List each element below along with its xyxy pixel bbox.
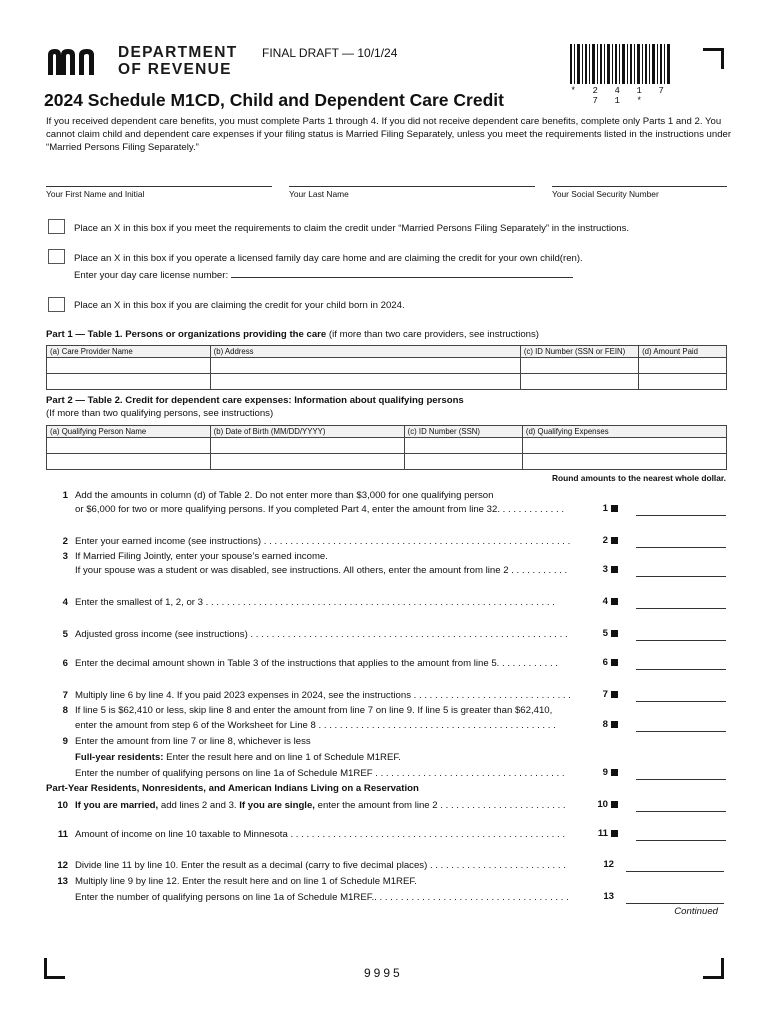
license-row	[74, 267, 573, 284]
line-8: 8 If line 5 is $62,410 or less, skip line 8 and enter the amount from line 7 on line 9. If line 5 is greater than $62,410,	[62, 705, 553, 716]
line-10-input[interactable]	[636, 799, 726, 812]
line-9-input[interactable]	[636, 767, 726, 780]
table-cell[interactable]	[47, 454, 211, 470]
born-2024-checkbox-label: Place an X in this box if you are claiming the credit for your child born in 2024.	[74, 300, 405, 311]
table-cell[interactable]	[47, 358, 211, 374]
line-2-box: 2	[584, 535, 618, 546]
table-cell[interactable]	[404, 438, 522, 454]
line-13-box: 13	[603, 891, 614, 902]
table-cell[interactable]	[522, 454, 726, 470]
line-9: 9 Enter the amount from line 7 or line 8, whichever is less	[62, 736, 311, 747]
continued-label: Continued	[674, 906, 718, 917]
table-cell[interactable]	[520, 374, 638, 390]
col-header: (a) Qualifying Person Name	[47, 426, 211, 438]
mn-logo-icon	[46, 47, 108, 75]
line-5-input[interactable]	[636, 628, 726, 641]
col-header: (c) ID Number (SSN or FEIN)	[520, 346, 638, 358]
line-9-text: Enter the number of qualifying persons on line 1a of Schedule M1REF . . . . . . . . . . . . . . . . . . . . . . . . . . . . . . . . . . . .	[75, 768, 565, 779]
col-header: (a) Care Provider Name	[47, 346, 211, 358]
round-note: Round amounts to the nearest whole dollar.	[551, 473, 726, 483]
ssn-field[interactable]: Your Social Security Number	[552, 186, 727, 199]
line-12: 12 Divide line 11 by line 10. Enter the result as a decimal (carry to five decimal places) . . . . . . . . . . . . . . . . . . . . . . . . . .	[57, 860, 566, 871]
line-5: 5 Adjusted gross income (see instructions) . . . . . . . . . . . . . . . . . . . . . . . . . . . . . . . . . . . . . . . . . . . . . . . . . . . . . . . . . . . .	[62, 629, 568, 640]
barcode-icon	[570, 44, 670, 88]
line-12-box: 12	[603, 859, 614, 870]
table-cell[interactable]	[47, 374, 211, 390]
line-6-input[interactable]	[636, 657, 726, 670]
line-12-input[interactable]	[626, 859, 724, 872]
first-name-field[interactable]: Your First Name and Initial	[46, 186, 272, 199]
form-title: 2024 Schedule M1CD, Child and Dependent Care Credit	[44, 90, 504, 110]
line-13-input[interactable]	[626, 891, 724, 904]
line-1-input[interactable]	[636, 503, 726, 516]
line-8-box: 8	[584, 719, 618, 730]
line-13-text: Enter the number of qualifying persons on line 1a of Schedule M1REF.. . . . . . . . . . . . . . . . . . . . . . . . . . . . . . . . . . . . .	[75, 892, 569, 903]
table-cell[interactable]	[47, 438, 211, 454]
line-11: 11 Amount of income on line 10 taxable to Minnesota . . . . . . . . . . . . . . . . . . . . . . . . . . . . . . . . . . . . . . . . . . . . . . . . . . . .	[57, 829, 565, 840]
line-8-input[interactable]	[636, 719, 726, 732]
corner-mark	[703, 48, 724, 69]
form-number: 9995	[364, 966, 403, 980]
line-7: 7 Multiply line 6 by line 4. If you paid 2023 expenses in 2024, see the instructions . . . . . . . . . . . . . . . . . . . . . . . . . . . . . .	[62, 690, 571, 701]
line-10: 10 If you are married, add lines 2 and 3. If you are single, enter the amount from line 2 . . . . . . . . . . . . . . . . . . . . . . . .	[57, 800, 566, 811]
line-3-box: 3	[584, 564, 618, 575]
last-name-field[interactable]: Your Last Name	[289, 186, 535, 199]
born-2024-checkbox[interactable]	[48, 297, 65, 312]
line-1-box: 1	[584, 503, 618, 514]
line-3-input[interactable]	[636, 564, 726, 577]
line-5-box: 5	[584, 628, 618, 639]
col-header: (b) Address	[210, 346, 520, 358]
line-4: 4 Enter the smallest of 1, 2, or 3 . . . . . . . . . . . . . . . . . . . . . . . . . . . . . . . . . . . . . . . . . . . . . . . . . . . . . . . . . . . . . . . . . .	[62, 597, 555, 608]
table-2	[46, 425, 727, 470]
line-1-text: or $6,000 for two or more qualifying persons. If you completed Part 4, enter the amount from line 32. . . . . . . . . . . . .	[75, 504, 564, 515]
line-4-input[interactable]	[636, 596, 726, 609]
line-9-text: Full-year residents: Enter the result here and on line 1 of Schedule M1REF.	[75, 752, 401, 763]
col-header: (d) Qualifying Expenses	[522, 426, 726, 438]
line-6-box: 6	[584, 657, 618, 668]
intro-text: If you received dependent care benefits, you must complete Parts 1 through 4. If you did not receive dependent care benefits, complete only Parts 1 and 2. You cannot claim child and dependent care expenses if your filing status is Married Filing Separately, unless you meet the requirements listed in the instructions under “Married Persons Filing Separately.”	[46, 116, 732, 153]
col-header: (c) ID Number (SSN)	[404, 426, 522, 438]
col-header: (b) Date of Birth (MM/DD/YYYY)	[210, 426, 404, 438]
line-8-text: enter the amount from step 6 of the Worksheet for Line 8 . . . . . . . . . . . . . . . . . . . . . . . . . . . . . . . . . . . . . . . . . . . . .	[75, 720, 556, 731]
corner-mark	[703, 958, 724, 979]
table-row	[47, 358, 727, 374]
mfs-checkbox[interactable]	[48, 219, 65, 234]
part2-note: (If more than two qualifying persons, see instructions)	[46, 408, 274, 419]
line-3-text: If your spouse was a student or was disabled, see instructions. All others, enter the amount from line 2 . . . . . . . . . . .	[75, 565, 568, 576]
table-1	[46, 345, 727, 390]
license-label: Enter your day care license number:	[74, 270, 229, 281]
license-number-input[interactable]	[231, 267, 573, 278]
table-row	[47, 374, 727, 390]
table-cell[interactable]	[520, 358, 638, 374]
line-3: 3 If Married Filing Jointly, enter your spouse’s earned income.	[62, 551, 328, 562]
line-10-box: 10	[584, 799, 618, 810]
line-13: 13 Multiply line 9 by line 12. Enter the result here and on line 1 of Schedule M1REF.	[57, 876, 417, 887]
line-4-box: 4	[584, 596, 618, 607]
line-6: 6 Enter the decimal amount shown in Table 3 of the instructions that applies to the amount from line 5. . . . . . . . . . . .	[62, 658, 558, 669]
table-cell[interactable]	[210, 454, 404, 470]
draft-label: FINAL DRAFT — 10/1/24	[262, 46, 398, 60]
line-2-input[interactable]	[636, 535, 726, 548]
table-cell[interactable]	[639, 358, 727, 374]
line-7-input[interactable]	[636, 689, 726, 702]
section-label: Part-Year Residents, Nonresidents, and American Indians Living on a Reservation	[46, 783, 419, 794]
line-1: 1 Add the amounts in column (d) of Table 2. Do not enter more than $3,000 for one qualifying person	[62, 490, 494, 501]
line-9-box: 9	[584, 767, 618, 778]
table-cell[interactable]	[639, 374, 727, 390]
mfs-checkbox-label: Place an X in this box if you meet the requirements to claim the credit under “Married Persons Filing Separately” in the instructions.	[74, 223, 630, 234]
line-7-box: 7	[584, 689, 618, 700]
line-2: 2 Enter your earned income (see instructions) . . . . . . . . . . . . . . . . . . . . . . . . . . . . . . . . . . . . . . . . . . . . . . . . . . . . . . . . . .	[62, 536, 571, 547]
table-cell[interactable]	[210, 438, 404, 454]
table-row	[47, 438, 727, 454]
col-header: (d) Amount Paid	[639, 346, 727, 358]
line-11-input[interactable]	[636, 828, 726, 841]
department-name: DEPARTMENT OF REVENUE	[118, 44, 238, 78]
day-care-checkbox[interactable]	[48, 249, 65, 264]
part1-heading: Part 1 — Table 1. Persons or organizations providing the care (if more than two care providers, see instructions)	[46, 329, 539, 340]
barcode-number: * 2 4 1 7 7 1 *	[570, 86, 670, 106]
day-care-checkbox-label: Place an X in this box if you operate a licensed family day care home and are claiming the credit for your own child(ren).	[74, 253, 583, 264]
corner-mark	[44, 958, 65, 979]
table-row	[47, 454, 727, 470]
part2-heading: Part 2 — Table 2. Credit for dependent care expenses: Information about qualifying persons	[46, 395, 464, 406]
table-cell[interactable]	[522, 438, 726, 454]
line-11-box: 11	[584, 828, 618, 839]
table-cell[interactable]	[210, 358, 520, 374]
table-cell[interactable]	[210, 374, 520, 390]
table-cell[interactable]	[404, 454, 522, 470]
